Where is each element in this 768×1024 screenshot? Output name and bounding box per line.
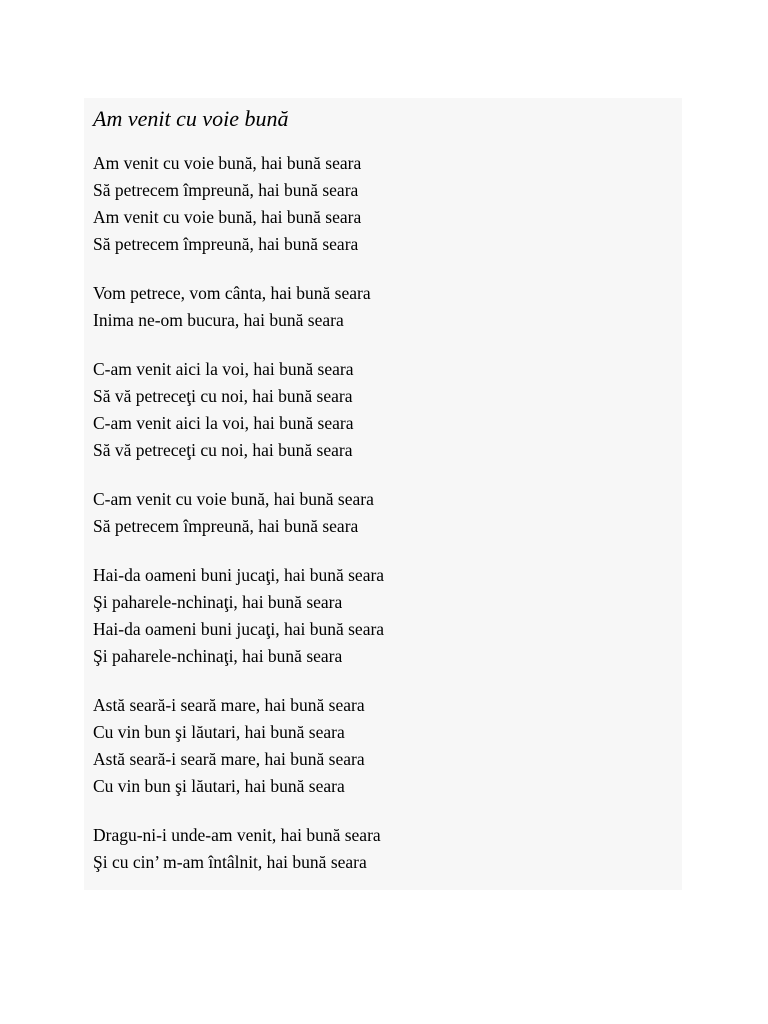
lyric-line: C-am venit cu voie bună, hai bună seara bbox=[93, 489, 374, 509]
lyric-line: Şi paharele-nchinaţi, hai bună seara bbox=[93, 592, 343, 612]
lyric-line: Astă seară-i seară mare, hai bună seara bbox=[93, 695, 365, 715]
lyric-line: Să vă petreceţi cu noi, hai bună seara bbox=[93, 440, 353, 460]
stanza-4 bbox=[93, 486, 678, 540]
lyric-line: Am venit cu voie bună, hai bună seara bbox=[93, 153, 362, 173]
lyric-line: Hai-da oameni buni jucaţi, hai bună seara bbox=[93, 619, 385, 639]
lyric-line: Cu vin bun şi lăutari, hai bună seara bbox=[93, 776, 345, 796]
stanza-1 bbox=[93, 150, 678, 258]
stanza-3 bbox=[93, 356, 678, 464]
lyric-line: Şi paharele-nchinaţi, hai bună seara bbox=[93, 646, 343, 666]
lyric-line: Inima ne-om bucura, hai bună seara bbox=[93, 310, 344, 330]
stanza-2 bbox=[93, 280, 678, 334]
lyric-line: C-am venit aici la voi, hai bună seara bbox=[93, 359, 354, 379]
lyric-line: Astă seară-i seară mare, hai bună seara bbox=[93, 749, 365, 769]
lyric-line: Dragu-ni-i unde-am venit, hai bună seara bbox=[93, 825, 381, 845]
stanza-7 bbox=[93, 822, 678, 876]
lyric-line: Am venit cu voie bună, hai bună seara bbox=[93, 207, 362, 227]
lyric-line: Să vă petreceţi cu noi, hai bună seara bbox=[93, 386, 353, 406]
lyric-line: Să petrecem împreună, hai bună seara bbox=[93, 516, 359, 536]
stanza-5 bbox=[93, 562, 678, 670]
stanza-6 bbox=[93, 692, 678, 800]
lyric-line: Cu vin bun şi lăutari, hai bună seara bbox=[93, 722, 345, 742]
document-title: Am venit cu voie bună bbox=[93, 106, 289, 131]
lyric-line: Să petrecem împreună, hai bună seara bbox=[93, 180, 359, 200]
lyric-line: Hai-da oameni buni jucaţi, hai bună seara bbox=[93, 565, 385, 585]
document-body bbox=[93, 104, 678, 898]
lyric-line: Să petrecem împreună, hai bună seara bbox=[93, 234, 359, 254]
lyric-line: Vom petrece, vom cânta, hai bună seara bbox=[93, 283, 371, 303]
lyric-line: Şi cu cin’ m-am întâlnit, hai bună seara bbox=[93, 852, 367, 872]
lyric-line: C-am venit aici la voi, hai bună seara bbox=[93, 413, 354, 433]
